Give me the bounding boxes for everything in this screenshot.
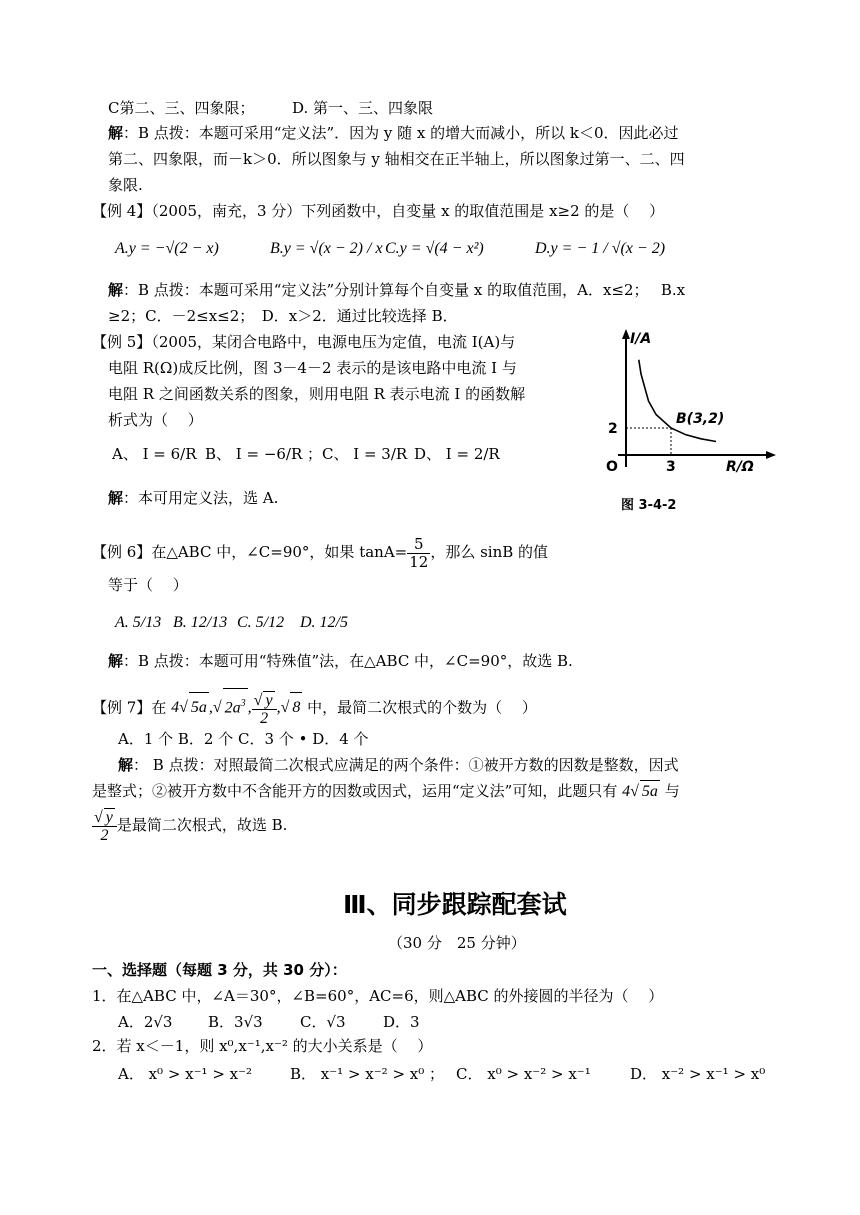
section-subtitle: （30 分 25 分钟） — [388, 934, 526, 952]
ex7-options: A．1 个 B．2 个 C．3 个 • D．4 个 — [118, 730, 369, 748]
inverse-proportion-curve — [639, 360, 716, 442]
ex6-question — [92, 533, 548, 571]
solution-text: ：B 点拨：本题可采用“定义法”．因为 y 随 x 的增大而减小，所以 k＜0．因此必过 — [123, 124, 679, 142]
fraction-denominator: 12 — [409, 552, 429, 571]
ex6-option-a: A. 5/13 — [115, 614, 162, 631]
origin-label: O — [606, 459, 618, 475]
solution-label: 解 — [108, 489, 124, 507]
ex5-option-b: B、 I = −6/R ； — [205, 445, 323, 463]
solution-text: ： B 点拨：对照最简二次根式应满足的两个条件：①被开方数的因数是整数，因式 — [133, 756, 679, 774]
ex6-solution — [108, 650, 573, 672]
q1-option-d: D．3 — [383, 1013, 420, 1031]
ex5-question-line-1 — [92, 331, 515, 353]
ex7-text-b: 中，最简二次根式的个数为（ ） — [307, 698, 537, 717]
x-tick-label: 3 — [666, 459, 676, 475]
solution-text: ：本可用定义法，选 A. — [123, 489, 279, 507]
ex4-option-c — [385, 237, 484, 260]
point-b-label: B(3,2) — [676, 411, 725, 427]
q2-option-d: D． x⁻² > x⁻¹ > x⁰ — [630, 1065, 766, 1083]
ex5-question-line-2: 电阻 R(Ω)成反比例，图 3－4－2 表示的是该电路中电流 I 与 — [108, 359, 517, 377]
part-heading: 一、选择题（每题 3 分，共 30 分）： — [92, 961, 347, 979]
ex7-solution-line-2 — [92, 780, 680, 803]
solution-text: ：B 点拨：本题可采用“定义法”分别计算每个自变量 x 的取值范围，A．x≤2； B.x — [123, 281, 686, 299]
ex4-option-b-math: B.y = √(x − 2) / x — [270, 240, 383, 257]
ex4-solution-line-2: ≥2；C．－2≤x≤2； D．x＞2．通过比较选择 B． — [108, 307, 458, 325]
q1-option-c: C．√3 — [300, 1013, 346, 1031]
x-axis-arrow — [766, 451, 776, 459]
ex4-option-a — [115, 237, 219, 260]
tan-a-fraction — [407, 536, 430, 571]
ex5-option-c: C、 I = 3/R — [322, 445, 408, 463]
ex7-label: 【例 7】 — [92, 698, 152, 717]
ex3-solution-line-3: 象限. — [108, 176, 143, 194]
ex5-solution — [108, 487, 278, 509]
question-2: 2．若 x＜－1，则 x⁰,x⁻¹,x⁻² 的大小关系是（ ） — [92, 1037, 433, 1055]
ex6-option-b: B. 12/13 — [173, 614, 228, 631]
solution-text: ：B 点拨：本题可用“特殊值”法，在△ABC 中，∠C=90°，故选 B. — [123, 652, 573, 670]
ex4-label: 【例 4】 — [92, 202, 152, 220]
y-axis-label: I/A — [630, 331, 652, 347]
q2-option-b: B． x⁻¹ > x⁻² > x⁰ ； — [290, 1065, 445, 1083]
ex5-text: （2005，某闭合电路中，电源电压为定值，电流 I(A)与 — [151, 333, 516, 351]
ex3-solution-line-1 — [108, 122, 679, 144]
ex3-solution-line-2: 第二、四象限，而－k＞0．所以图象与 y 轴相交在正半轴上，所以图象过第一、二、四 — [108, 150, 685, 168]
options-c-d-line: C第二、三、四象限； D. 第一、三、四象限 — [108, 99, 434, 117]
section-title: Ⅲ、同步跟踪配套试 — [343, 890, 567, 919]
ex5-option-d: D、 I = 2/R — [414, 445, 500, 463]
ex7-solution-line-1 — [118, 754, 679, 776]
figure-caption: 图 3-4-2 — [621, 498, 677, 513]
q1-option-a: A．2√3 — [118, 1013, 173, 1031]
ex5-option-a: A、 I = 6/R — [112, 445, 197, 463]
ex6-option-d: D. 12/5 — [300, 614, 348, 631]
ex4-option-d-math: D.y = − 1 / √(x − 2) — [535, 240, 666, 257]
ex4-option-d — [535, 237, 665, 260]
ex6-label: 【例 6】 — [92, 543, 152, 561]
q2-option-a: A． x⁰ > x⁻¹ > x⁻² — [118, 1065, 253, 1083]
solution-label: 解 — [108, 652, 124, 670]
ex4-option-c-math: C.y = √(4 − x²) — [385, 240, 484, 257]
ex5-label: 【例 5】 — [92, 333, 152, 351]
solution-label: 解 — [118, 756, 134, 774]
ex4-question — [92, 200, 664, 222]
ex6-question-line-2: 等于（ ） — [108, 576, 188, 594]
ex6-text-a: 在△ABC 中，∠C=90°，如果 tanA= — [151, 543, 408, 561]
q1-option-b: B．3√3 — [208, 1013, 263, 1031]
solution-text-2b: 与 — [664, 782, 680, 800]
ex4-option-b — [270, 237, 383, 260]
fraction-numerator: 5 — [407, 536, 430, 554]
radical-list: 4√ 5a ,√ $2a^3$ , $\frac{√ y}{2}$ ,√ 8 — [171, 699, 302, 716]
figure-3-4-2 — [596, 325, 784, 520]
ex6-text-b: ，那么 sinB 的值 — [430, 543, 549, 561]
ex5-question-line-4: 析式为（ ） — [108, 411, 203, 429]
y-axis-arrow — [622, 329, 630, 339]
ex4-solution-line-1 — [108, 279, 685, 301]
solution-text-3: 是最简二次根式，故选 B. — [116, 816, 288, 834]
solution-label: 解 — [108, 124, 124, 142]
question-1: 1．在△ABC 中，∠A＝30°，∠B=60°，AC=6，则△ABC 的外接圆的半径为（ ） — [92, 987, 664, 1005]
radical-4-root-5a: 4√ 5a — [622, 783, 660, 800]
y-tick-label: 2 — [608, 421, 618, 437]
solution-text-2a: 是整式；②被开方数中不含能开方的因数或因式，运用“定义法”可知，此题只有 — [92, 782, 618, 800]
root-y-over-2: $\frac{√ y}{2}$ — [92, 808, 117, 844]
ex5-question-line-3: 电阻 R 之间函数关系的图象，则用电阻 R 表示电流 I 的函数解 — [108, 385, 526, 403]
ex6-option-c: C. 5/12 — [237, 614, 285, 631]
ex4-option-a-math: A.y = −√(2 − x) — [115, 240, 219, 257]
q2-option-c: C． x⁰ > x⁻² > x⁻¹ — [456, 1065, 591, 1083]
solution-label: 解 — [108, 281, 124, 299]
ex4-text: （2005，南充，3 分）下列函数中，自变量 x 的取值范围是 x≥2 的是（ ） — [151, 202, 665, 220]
x-axis-label: R/Ω — [726, 459, 754, 475]
ex7-text-a: 在 — [151, 698, 167, 717]
ex7-solution-line-3 — [92, 806, 287, 844]
ex7-question — [92, 688, 537, 727]
